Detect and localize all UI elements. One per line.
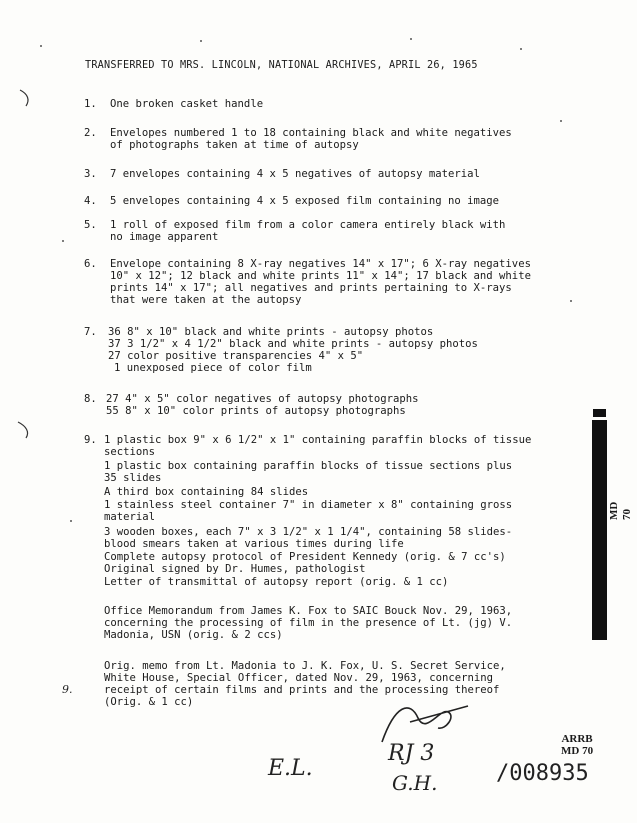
- item-line: blood smears taken at various times during life: [104, 538, 404, 550]
- item-line: 55 8" x 10" color prints of autopsy photographs: [106, 405, 406, 417]
- item-line: 35 slides: [104, 472, 162, 484]
- item-line: 3 wooden boxes, each 7" x 3 1/2" x 1 1/4", containing 58 slides-: [104, 526, 513, 538]
- item-line: sections: [104, 446, 156, 458]
- item-line: 1 plastic box containing paraffin blocks of tissue sections plus: [104, 460, 513, 472]
- item-line: 5 envelopes containing 4 x 5 exposed film containing no image: [110, 195, 500, 207]
- speck: [200, 40, 202, 42]
- speck: [520, 48, 522, 50]
- memo-line: (Orig. & 1 cc): [104, 696, 194, 708]
- arrb-label: ARRB: [561, 733, 593, 745]
- speck: [62, 240, 64, 242]
- side-label: MD 70: [608, 501, 633, 520]
- speck: [560, 120, 562, 122]
- item-line: prints 14" x 17"; all negatives and prints pertaining to X-rays: [110, 282, 512, 294]
- item-number: 7.: [84, 326, 97, 338]
- item-line: Envelopes numbered 1 to 18 containing black and white negatives: [110, 127, 512, 139]
- item-line: no image apparent: [110, 231, 219, 243]
- handwritten-mark: 9.: [62, 683, 73, 696]
- handwritten-signature: RJ 3: [388, 741, 435, 766]
- item-line: 10" x 12"; 12 black and white prints 11" x 14"; 17 black and white: [110, 270, 531, 282]
- item-number: 4.: [84, 195, 97, 207]
- item-line: Envelope containing 8 X-ray negatives 14" x 17"; 6 X-ray negatives: [110, 258, 531, 270]
- speck: [570, 300, 572, 302]
- document-header: TRANSFERRED TO MRS. LINCOLN, NATIONAL ARCHIVES, APRIL 26, 1965: [85, 60, 478, 71]
- item-number: 5.: [84, 219, 97, 231]
- speck: [70, 520, 72, 522]
- item-line: 1 unexposed piece of color film: [114, 362, 312, 374]
- item-line: 7 envelopes containing 4 x 5 negatives of autopsy material: [110, 168, 480, 180]
- memo-line: Office Memorandum from James K. Fox to SAIC Bouck Nov. 29, 1963,: [104, 605, 513, 617]
- item-line: Letter of transmittal of autopsy report (orig. & 1 cc): [104, 576, 449, 588]
- memo-line: concerning the processing of film in the presence of Lt. (jg) V.: [104, 617, 513, 629]
- item-line: 36 8" x 10" black and white prints - autopsy photos: [108, 326, 434, 338]
- item-line: that were taken at the autopsy: [110, 294, 302, 306]
- item-line: 1 roll of exposed film from a color camera entirely black with: [110, 219, 506, 231]
- item-line: Complete autopsy protocol of President Kennedy (orig. & 7 cc's): [104, 551, 506, 563]
- document-number: /008935: [496, 761, 589, 786]
- signature-scribble: [382, 706, 468, 742]
- item-number: 2.: [84, 127, 97, 139]
- item-number: 6.: [84, 258, 97, 270]
- item-line: of photographs taken at time of autopsy: [110, 139, 359, 151]
- item-line: 27 color positive transparencies 4" x 5": [108, 350, 364, 362]
- item-line: material: [104, 511, 156, 523]
- handwritten-initials: E.L.: [268, 756, 313, 781]
- memo-line: receipt of certain films and prints and the processing thereof: [104, 684, 500, 696]
- memo-line: Madonia, USN (orig. & 2 ccs): [104, 629, 283, 641]
- item-number: 1.: [84, 98, 97, 110]
- speck: [40, 45, 42, 47]
- item-line: One broken casket handle: [110, 98, 264, 110]
- item-line: A third box containing 84 slides: [104, 486, 309, 498]
- memo-line: White House, Special Officer, dated Nov. 29, 1963, concerning: [104, 672, 494, 684]
- handwritten-signature: G.H.: [392, 771, 438, 795]
- memo-line: Orig. memo from Lt. Madonia to J. K. Fox, U. S. Secret Service,: [104, 660, 506, 672]
- item-line: 1 plastic box 9" x 6 1/2" x 1" containing paraffin blocks of tissue: [104, 434, 532, 446]
- item-number: 3.: [84, 168, 97, 180]
- item-line: 1 stainless steel container 7" in diameter x 8" containing gross: [104, 499, 513, 511]
- item-number: 9.: [84, 434, 97, 446]
- margin-mark: [18, 422, 28, 438]
- item-line: Original signed by Dr. Humes, pathologist: [104, 563, 366, 575]
- speck: [410, 38, 412, 40]
- item-line: 37 3 1/2" x 4 1/2" black and white prints - autopsy photos: [108, 338, 478, 350]
- arrb-id: MD 70: [561, 745, 594, 757]
- margin-mark: [20, 90, 28, 106]
- item-line: 27 4" x 5" color negatives of autopsy photographs: [106, 393, 419, 405]
- item-number: 8.: [84, 393, 97, 405]
